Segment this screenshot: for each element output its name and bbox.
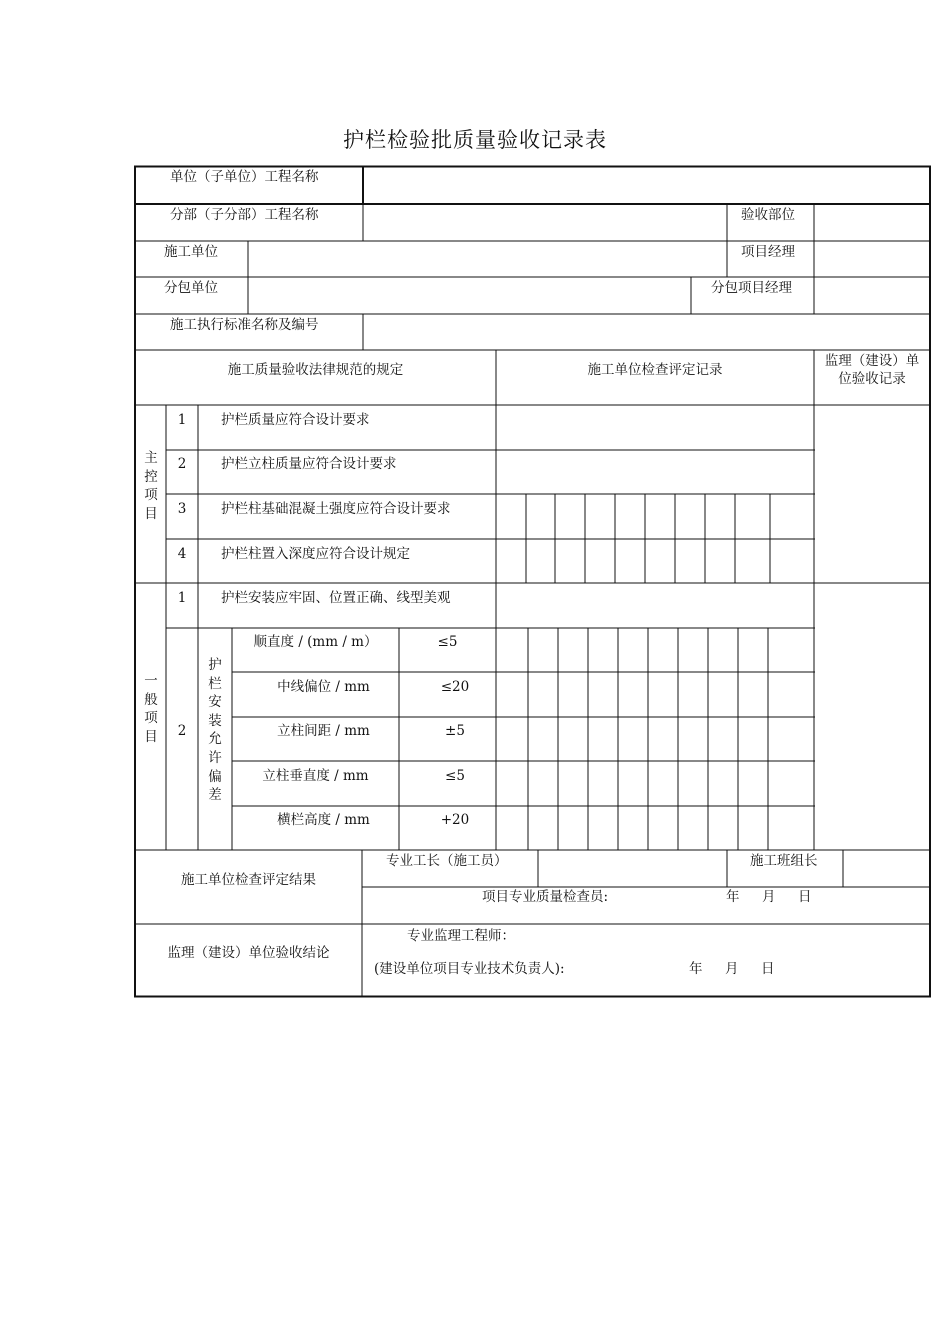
main-item-3-text: 护栏柱基础混凝土强度应符合设计要求 (221, 501, 451, 517)
sub-project-name-label: 分部（子分部）工程名称 (170, 207, 319, 223)
main-item-2-no: 2 (177, 456, 187, 472)
supervision-engineer-label: 专业监理工程师： (407, 928, 515, 944)
deviation-2-limit: ≤20 (440, 679, 470, 695)
supervision-column-header-line1: 监理（建设）单 (824, 353, 920, 369)
deviation-2-name: 中线偏位 / mm (277, 679, 370, 695)
inspector-date-month: 月 (762, 889, 776, 905)
general-item-1-no: 1 (177, 590, 187, 606)
supervision-date-day: 日 (761, 961, 775, 977)
inspection-record-column-header: 施工单位检查评定记录 (587, 362, 723, 378)
deviation-3-limit: ±5 (445, 723, 465, 739)
team-leader-label: 施工班组长 (750, 853, 818, 869)
general-item-1-text: 护栏安装应牢固、位置正确、线型美观 (221, 590, 451, 606)
deviation-4-name: 立柱垂直度 / mm (262, 768, 369, 784)
standard-name-label: 施工执行标准名称及编号 (170, 317, 319, 333)
main-item-2-text: 护栏立柱质量应符合设计要求 (221, 456, 397, 472)
deviation-5-limit: +20 (440, 812, 470, 828)
inspector-date-year: 年 (726, 889, 740, 905)
main-item-1-no: 1 (177, 412, 187, 428)
general-items-label: 一般项目 (144, 673, 158, 745)
general-item-2-no: 2 (177, 723, 187, 739)
quality-inspector-label: 项目专业质量检查员: (482, 889, 609, 905)
deviation-1-limit: ≤5 (437, 634, 458, 650)
acceptance-part-label: 验收部位 (741, 207, 795, 223)
main-control-label: 主控项目 (144, 450, 158, 522)
construction-unit-label: 施工单位 (164, 244, 218, 260)
supervision-conclusion-label: 监理（建设）单位验收结论 (167, 945, 330, 961)
subcontract-manager-label: 分包项目经理 (711, 280, 792, 296)
deviation-1-name: 顺直度 / (mm / m） (253, 634, 378, 650)
main-item-4-text: 护栏柱置入深度应符合设计规定 (221, 546, 410, 562)
supervision-column-header-line2: 位验收记录 (838, 371, 906, 387)
foreman-label: 专业工长（施工员） (386, 853, 508, 869)
owner-tech-label: (建设单位项目专业技术负责人): (374, 961, 565, 977)
project-manager-label: 项目经理 (741, 244, 795, 260)
main-item-4-no: 4 (177, 546, 187, 562)
deviation-5-name: 横栏高度 / mm (277, 812, 370, 828)
deviation-4-limit: ≤5 (445, 768, 465, 784)
deviation-group-label: 护栏安装允许偏差 (208, 657, 222, 804)
main-item-1-text: 护栏质量应符合设计要求 (221, 412, 370, 428)
inspector-date-day: 日 (798, 889, 812, 905)
subcontract-unit-label: 分包单位 (164, 280, 218, 296)
supervision-date-month: 月 (725, 961, 739, 977)
form-title: 护栏检验批质量验收记录表 (343, 128, 607, 152)
deviation-3-name: 立柱间距 / mm (277, 723, 370, 739)
check-result-label: 施工单位检查评定结果 (181, 872, 316, 888)
unit-project-name-label: 单位（子单位）工程名称 (170, 169, 319, 185)
regulation-column-header: 施工质量验收法律规范的规定 (227, 362, 404, 378)
supervision-date-year: 年 (689, 961, 703, 977)
main-item-3-no: 3 (177, 501, 187, 517)
